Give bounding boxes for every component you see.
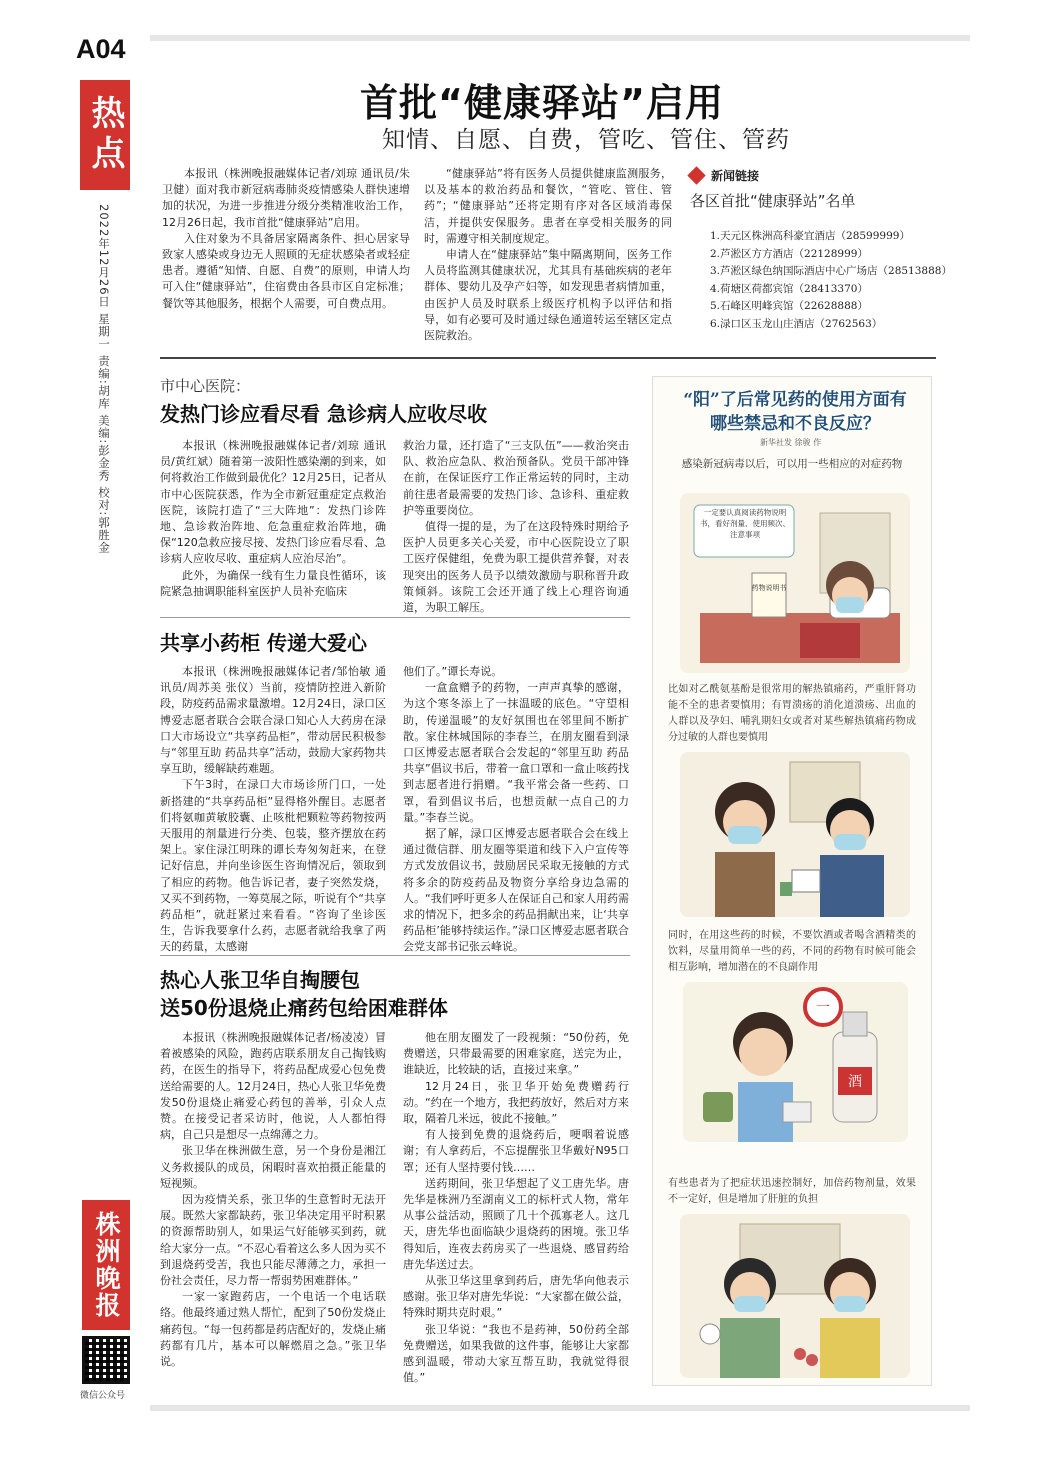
story-title: 热心人张卫华自掏腰包	[160, 968, 360, 992]
illustration-no-alcohol	[683, 982, 908, 1142]
section-label: 热点	[80, 80, 130, 190]
newspaper-logo: 株洲晚报	[82, 1200, 130, 1330]
list-item: 6.渌口区玉龙山庄酒店（2762563）	[710, 317, 883, 330]
no-sign-icon: 一	[816, 1000, 830, 1016]
list-item: 1.天元区株洲高科豪宜酒店（28599999）	[710, 230, 910, 242]
story-title: 送50份退烧止痛药包给困难群体	[160, 996, 448, 1020]
paragraph: 救治力量，还打造了“三支队伍”——救治突击队、救治应急队、救治预备队。党员干部冲锋在前，在保证医疗工作正常运转的同时，主动前往患者最需要的发热门诊、急诊科、重症救护等重要岗位。	[403, 439, 629, 517]
qr-label: 微信公众号	[80, 1391, 126, 1401]
story-title: 共享小药柜 传递大爱心	[160, 631, 367, 655]
section-divider	[160, 357, 936, 359]
paragraph: 他在朋友圈发了一段视频：“50份药，免费赠送，只带最需要的困难家庭，送完为止，谁缺近，比较缺的话，直接过来拿。”	[403, 1031, 629, 1077]
paragraph: 据了解，渌口区博爱志愿者联合会在线上通过微信群、朋友圈等渠道和线下入户宣传等方式发放倡议书，鼓励居民采取无接触的方式将多余的防疫药品及物资分享给身边急需的人。“我们呼吁更多人在保证自己和家人用药需求的情况下，把多余的药品捐献出来，让‘共享药品柜’能够持续运作。”渌口区博爱志愿者联合会党支部书记张云峰说。	[403, 827, 629, 954]
paragraph: 下午3时，在渌口大市场诊所门口，一处新搭建的“共享药品柜”显得格外醒目。志愿者们将氨咖黄敏胶囊、止咳枇杷颗粒等药物按两天服用的剂量进行分类、包装，整齐摆放在药架上。家住渌江明珠的谭长寿匆匆赶来，在登记好信息，并向坐诊医生咨询情况后，领取到了相应的药物。他告诉记者，妻子突然发烧，又买不到药物，一筹莫展之际，听说有个“共享药品柜”，就赶紧过来看看。“咨询了坐诊医生，告诉我要拿什么药，志愿者就给我拿了两天的药量，太感谢	[160, 778, 386, 954]
story2-col-1	[160, 664, 386, 956]
story1-col-1	[160, 438, 386, 600]
date-line: 2022年12月26日 星期一 责编:胡库 美编:彭金秀 校对:郭胜金	[97, 204, 111, 554]
qr-code-icon[interactable]	[82, 1336, 130, 1384]
news-link-tag: 新闻链接	[690, 167, 759, 184]
paragraph: 值得一提的是，为了在这段特殊时期给予医护人员更多关心关爱，市中心医院设立了职工医疗保健组，免费为职工提供营养餐，对表现突出的医务人员予以绩效激励与职称晋升政策倾斜。该院工会还开通了线上心理咨询通道，为职工解压。	[403, 520, 629, 615]
illustration-patient-in-bed	[680, 493, 910, 673]
top-rule	[150, 35, 970, 41]
story1-col-2	[403, 438, 629, 616]
paragraph: 申请人在“健康驿站”集中隔离期间，医务工作人员将监测其健康状况，尤其具有基础疾病的老年群体、婴幼儿及孕产妇等，如发现患者病情加重，由医护人员及时联系上级医疗机构予以评估和指导，如有必要可及时通过绿色通道转运至辖区定点医院救治。	[424, 248, 672, 343]
paragraph: “健康驿站”将有医务人员提供健康监测服务，以及基本的救治药品和餐饮，“管吃、管住、管药”；“健康驿站”还将定期有序对各区域消毒保洁，并提供安保服务。患者在享受相关服务的同时，需遵守相关制度规定。	[424, 167, 672, 245]
sidebar-note: 比如对乙酰氨基酚是很常用的解热镇痛药，严重肝肾功能不全的患者要慎用；有胃溃疡的消化道溃疡、出血的人群以及孕妇、哺乳期妇女或者对某些解热镇痛药物成分过敏的人群也要慎用	[668, 684, 916, 743]
list-item: 3.芦淞区绿色纳国际酒店中心广场店（28513888）	[710, 265, 952, 277]
paragraph: 12月24日，张卫华开始免费赠药行动。“约在一个地方，我把药放好，然后对方来取，隔着几米远，彼此不接触。”	[403, 1079, 629, 1126]
illustration-credit: 新华社发 徐骏 作	[760, 438, 822, 447]
bottle-label: 酒	[848, 1074, 862, 1090]
story-divider	[160, 955, 630, 956]
hotel-list	[710, 228, 952, 333]
lead-col-2	[424, 166, 672, 344]
list-item: 4.荷塘区荷都宾馆（28413370）	[710, 282, 868, 295]
paragraph: 本报讯（株洲晚报融媒体记者/邹怡敏 通讯员/周苏美 张仪）当前，疫情防控进入新阶段，防疫药品需求量激增。12月24日，渌口区博爱志愿者联合会联合渌口知心人大药房在渌口大市场设立“共享药品柜”，带动居民积极参与“邻里互助 药品共享”活动，鼓励大家药物共享互助，缓解缺药难题。	[160, 665, 386, 776]
illustration-dosage-warning	[680, 1214, 910, 1378]
story3-col-2	[403, 1030, 629, 1386]
booklet-label: 药物说明书	[751, 584, 787, 592]
sidebar-note: 有些患者为了把症状迅速控制好，加倍药物剂量，效果不一定好，但是增加了肝脏的负担	[668, 1178, 916, 1205]
story3-col-1	[160, 1030, 386, 1370]
paragraph: 入住对象为不具备居家隔离条件、担心居家导致家人感染或身边无人照顾的无症状感染者或轻症患者。遵循“知情、自愿、自费”的原则，申请人均可入住“健康驿站”，住宿费由各县市区自定标准；餐饮等其他服务，根据个人需要，可自费点用。	[162, 231, 410, 310]
paragraph: 一盒盒赠予的药物，一声声真挚的感谢，为这个寒冬添上了一抹温暖的底色。“守望相助，传递温暖”的友好氛围也在邻里间不断扩散。家住林城国际的李春兰，在朋友圈看到渌口区博爱志愿者联合会发起的“邻里互助 药品共享”倡议书后，带着一盒口罩和一盒止咳药找到志愿者进行捐赠。“我平常会备一些药、口罩，看到倡议书后，也想贡献一点自己的力量。”李春兰说。	[403, 681, 629, 824]
story-kicker: 市中心医院：	[160, 377, 251, 395]
sidebar-note: 同时，在用这些药的时候，不要饮酒或者喝含酒精类的饮料，尽量用简单一些的药，不同的药物有时候可能会相互影响，增加潜在的不良副作用	[668, 930, 916, 973]
paragraph: 张卫华说：“我也不是药神，50份药全部免费赠送，如果我做的这件事，能够让大家都感到温暖，带动大家互帮互助，我就觉得很值。”	[403, 1322, 629, 1385]
paragraph: 有人接到免费的退烧药后，哽咽着说感谢；有人拿药后，不忘提醒张卫华戴好N95口罩；还有人坚持要付钱……	[403, 1128, 629, 1174]
list-item: 5.石峰区明峰宾馆（22628888）	[710, 300, 868, 312]
bottom-rule	[150, 1405, 970, 1411]
sidebar-title: “阳”了后常见药的使用方面有哪些禁忌和不良反应？	[683, 390, 907, 434]
paragraph: 此外，为确保一线有生力量良性循环，该院紧急抽调职能科室医护人员补充临床	[160, 568, 386, 598]
subheadline: 知情、自愿、自费，管吃、管住、管药	[382, 127, 790, 153]
story-divider	[160, 617, 630, 618]
story2-col-2	[403, 664, 629, 956]
illustration-couple-masks	[680, 752, 910, 917]
paragraph: 本报讯（株洲晚报融媒体记者/杨凌凌）冒着被感染的风险，跑药店联系朋友自己掏钱购药，在医生的指导下，将药品配成爱心包免费送给需要的人。12月24日，热心人张卫华免费发50份退烧止痛爱心药包的善举，引众人点赞。在接受记者采访时，他说，人人都怕得病，自己只是想尽一点绵薄之力。	[160, 1031, 386, 1142]
speech-bubble: 一定要认真阅读药物说明书，看好剂量、使用频次、注意事项	[700, 508, 790, 539]
paragraph: 从张卫华这里拿到药后，唐先华向他表示感谢。张卫华对唐先华说：“大家都在做公益，特殊时期共克时艰。”	[403, 1274, 629, 1320]
lead-col-1	[162, 166, 410, 312]
sidebar-caption: 感染新冠病毒以后，可以用一些相应的对症药物	[681, 458, 903, 470]
paragraph: 张卫华在株洲做生意，另一个身份是湘江义务救援队的成员，闲暇时喜欢拍摄正能量的短视频。	[160, 1144, 386, 1190]
headline: 首批“健康驿站”启用	[360, 81, 724, 125]
news-link-title: 各区首批“健康驿站”名单	[690, 192, 856, 210]
paragraph: 一家一家跑药店，一个电话一个电话联络。他最终通过熟人帮忙，配到了50份发烧止痛药包。“每一包药都是药店配好的，发烧止痛药都有几片，基本可以解燃眉之急。”张卫华说。	[160, 1290, 386, 1369]
paragraph: 本报讯（株洲晚报融媒体记者/刘琼 通讯员/黄红斌）随着第一波阳性感染潮的到来，如何将救治工作做到最优化？12月25日，记者从市中心医院获悉，作为全市新冠重症定点救治医院，该院打造了“三大阵地”：发热门诊阵地、急诊救治阵地、危急重症救治阵地，确保“120急救应接尽接、发热门诊应看尽看、急诊病人应收尽收、重症病人应治尽治”。	[160, 439, 386, 566]
paragraph: 他们了。”谭长寿说。	[403, 665, 503, 678]
paragraph: 因为疫情关系，张卫华的生意暂时无法开展。既然大家都缺药，张卫华决定用平时积累的资源帮助别人，如果运气好能够买到药，就给大家分一点。“不忍心看着这么多人因为买不到退烧药受苦，我也只能尽薄薄之力，承担一份社会责任，尽力帮一帮弱势困难群体。”	[160, 1193, 386, 1288]
paragraph: 送药期间，张卫华想起了义工唐先华。唐先华是株洲乃至湖南义工的标杆式人物，常年从事公益活动，照顾了几十个孤寡老人。这几天，唐先华也面临缺少退烧药的困境。张卫华得知后，连夜去药房买了一些退烧、感冒药给唐先华送过去。	[403, 1176, 629, 1271]
paragraph: 本报讯（株洲晚报融媒体记者/刘琼 通讯员/朱卫健）面对我市新冠病毒肺炎疫情感染人群快速增加的状况，为进一步推进分级分类精准收治工作，12月26日起，我市首批“健康驿站”启用。	[162, 167, 410, 229]
list-item: 2.芦淞区方方酒店（22128999）	[710, 247, 868, 260]
page-number: A04	[76, 34, 126, 64]
diamond-icon	[687, 166, 705, 184]
story-title: 发热门诊应看尽看 急诊病人应收尽收	[160, 402, 487, 426]
